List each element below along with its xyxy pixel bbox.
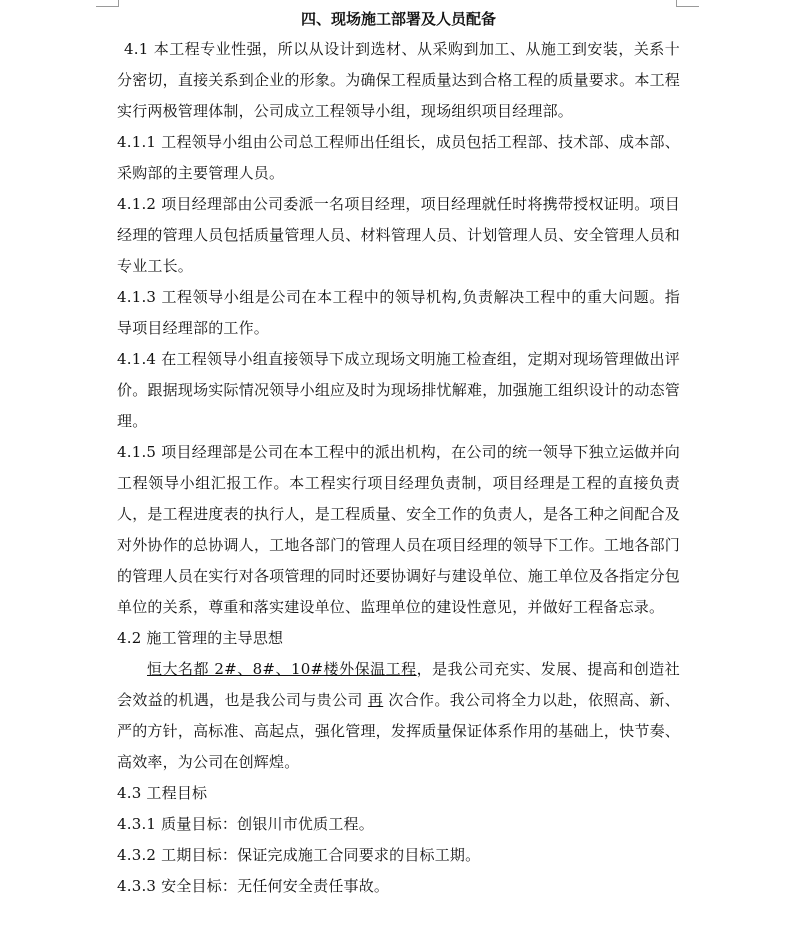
heading-4-3: 4.3 工程目标 (117, 784, 208, 802)
paragraph-4-1-5: 4.1.5 项目经理部是公司在本工程中的派出机构，在公司的统一领导下独立运做并向工程领导小组汇报工作。本工程实行项目经理负责制，项目经理是工程的直接负责人，是工程进度表的执行人，是工程质量、安全工作的负责人，是各工种之间配合及对外协作的总协调人，工地各部门的管理人员在项目经理的领导下工作。工地各部门的管理人员在实行对各项管理的同时还要协调好与建设单位、施工单位及各指定分包单位的关系，尊重和落实建设单位、监理单位的建设性意见，并做好工程备忘录。 (117, 443, 680, 616)
heading-4-2: 4.2 施工管理的主导思想 (117, 629, 284, 647)
paragraph-4-2-text-b: 次合作。我公司将全力以赴，依照高、新、严的方针，高标准、高起点，强化管理，发挥质量保证体系作用的基础上，快节奏、高效率，为公司在创辉煌。 (117, 691, 680, 771)
paragraph-4-1: 4.1 本工程专业性强，所以从设计到选材、从采购到加工、从施工到安装，关系十分密切，直接关系到企业的形象。为确保工程质量达到合格工程的质量要求。本工程实行两极管理体制，公司成立工程领导小组，现场组织项目经理部。 (117, 40, 680, 120)
paragraph-4-3-2: 4.3.2 工期目标：保证完成施工合同要求的目标工期。 (117, 846, 481, 864)
crop-mark-top-left (96, 0, 119, 7)
cooperation-count: 再 (367, 691, 384, 709)
paragraph-4-2-text-a: ，是我公司充实、发展、提高和创造社会效益的机遇，也是我公司与贵公司 (117, 660, 680, 709)
paragraph-4-1-4: 4.1.4 在工程领导小组直接领导下成立现场文明施工检查组，定期对现场管理做出评价。跟据现场实际情况领导小组应及时为现场排忧解难，加强施工组织设计的动态管理。 (117, 350, 680, 430)
paragraph-4-1-2: 4.1.2 项目经理部由公司委派一名项目经理，项目经理就任时将携带授权证明。项目经理的管理人员包括质量管理人员、材料管理人员、计划管理人员、安全管理人员和专业工长。 (117, 195, 680, 275)
paragraph-4-2 (117, 654, 680, 778)
paragraph-4-1-3: 4.1.3 工程领导小组是公司在本工程中的领导机构,负责解决工程中的重大问题。指导项目经理部的工作。 (117, 288, 680, 337)
paragraph-4-3-3: 4.3.3 安全目标：无任何安全责任事故。 (117, 877, 390, 895)
project-name: 恒大名都 2#、8#、10#楼外保温工程 (147, 660, 417, 678)
paragraph-4-3-1: 4.3.1 质量目标：创银川市优质工程。 (117, 815, 374, 833)
section-title: 四、现场施工部署及人员配备 (300, 10, 496, 28)
document-body (117, 4, 680, 902)
paragraph-4-1-1: 4.1.1 工程领导小组由公司总工程师出任组长，成员包括工程部、技术部、成本部、采购部的主要管理人员。 (117, 133, 680, 182)
